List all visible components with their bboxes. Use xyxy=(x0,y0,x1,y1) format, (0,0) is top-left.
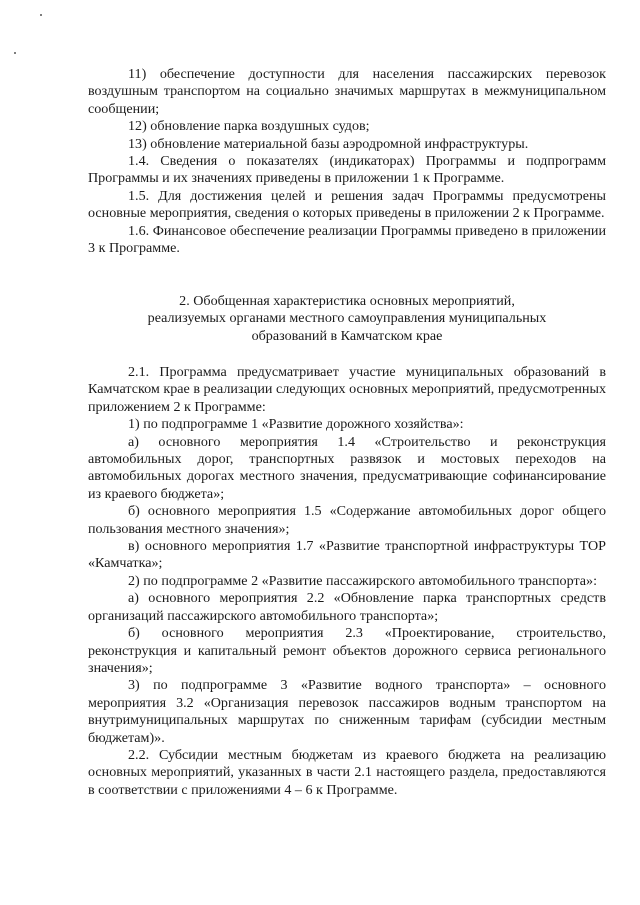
paragraph-item-12: 12) обновление парка воздушных судов; xyxy=(128,118,370,135)
paragraph-item-11: 11) обеспечение доступности для населения пассажирских перевозок воздушным транспортом на социально значимых маршрутах в межмуниципальном сообщении; xyxy=(88,66,606,117)
list-item-1-c: в) основного мероприятия 1.7 «Развитие транспортной инфраструктуры ТОР «Камчатка»; xyxy=(88,538,606,572)
list-item-2-a: а) основного мероприятия 2.2 «Обновление парка транспортных средств организаций пассажирского автомобильного транспорта»; xyxy=(88,590,606,624)
scan-speck xyxy=(40,14,42,16)
paragraph-1-5: 1.5. Для достижения целей и решения задач Программы предусмотрены основные мероприятия, сведения о которых приведены в приложении 2 к Программе. xyxy=(88,187,606,222)
list-item-1-b: б) основного мероприятия 1.5 «Содержание автомобильных дорог общего пользования местного значения»; xyxy=(88,503,606,537)
paragraph-1-4: 1.4. Сведения о показателях (индикаторах) Программы и подпрограмм Программы и их значениях приведены в приложении 1 к Программе. xyxy=(88,153,606,187)
top-section xyxy=(88,66,606,257)
paragraph-item-13: 13) обновление материальной базы аэродромной инфраструктуры. xyxy=(128,135,529,152)
paragraph-2-1: 2.1. Программа предусматривает участие муниципальных образований в Камчатском крае в реализации следующих основных мероприятий, предусмотренных приложением 2 к Программе: xyxy=(88,364,606,415)
list-item-subprogram-2: 2) по подпрограмме 2 «Развитие пассажирского автомобильного транспорта»: xyxy=(128,572,597,589)
section-heading xyxy=(88,293,606,345)
bottom-section xyxy=(88,364,606,799)
list-item-subprogram-3: 3) по подпрограмме 3 «Развитие водного транспорта» – основного мероприятия 3.2 «Организация перевозок пассажиров водным транспортом на внутримуниципальных маршрутах по сниженным тарифам (субсидии местным бюджетам)». xyxy=(88,677,606,746)
paragraph-1-6: 1.6. Финансовое обеспечение реализации Программы приведено в приложении 3 к Программе. xyxy=(88,222,606,257)
section-heading-line-1: 2. Обобщенная характеристика основных мероприятий, xyxy=(179,293,515,309)
list-item-1-a: а) основного мероприятия 1.4 «Строительство и реконструкция автомобильных дорог, транспортных развязок и мостовых переходов на автомобильных дорогах местного значения, предусматривающие софинансирование из краевого бюджета»; xyxy=(88,433,606,502)
list-item-2-b: б) основного мероприятия 2.3 «Проектирование, строительство, реконструкция и капитальный ремонт объектов дорожного сервиса регионального значения»; xyxy=(88,625,606,676)
section-heading-line-2: реализуемых органами местного самоуправления муниципальных xyxy=(147,310,547,327)
paragraph-2-2: 2.2. Субсидии местным бюджетам из краевого бюджета на реализацию основных мероприятий, указанных в части 2.1 настоящего раздела, предоставляются в соответствии с приложениями 4 – 6 к Программе. xyxy=(88,746,606,798)
list-item-subprogram-1: 1) по подпрограмме 1 «Развитие дорожного хозяйства»: xyxy=(128,416,464,433)
scan-speck xyxy=(14,52,16,54)
section-heading-line-3: образований в Камчатском крае xyxy=(251,327,443,344)
